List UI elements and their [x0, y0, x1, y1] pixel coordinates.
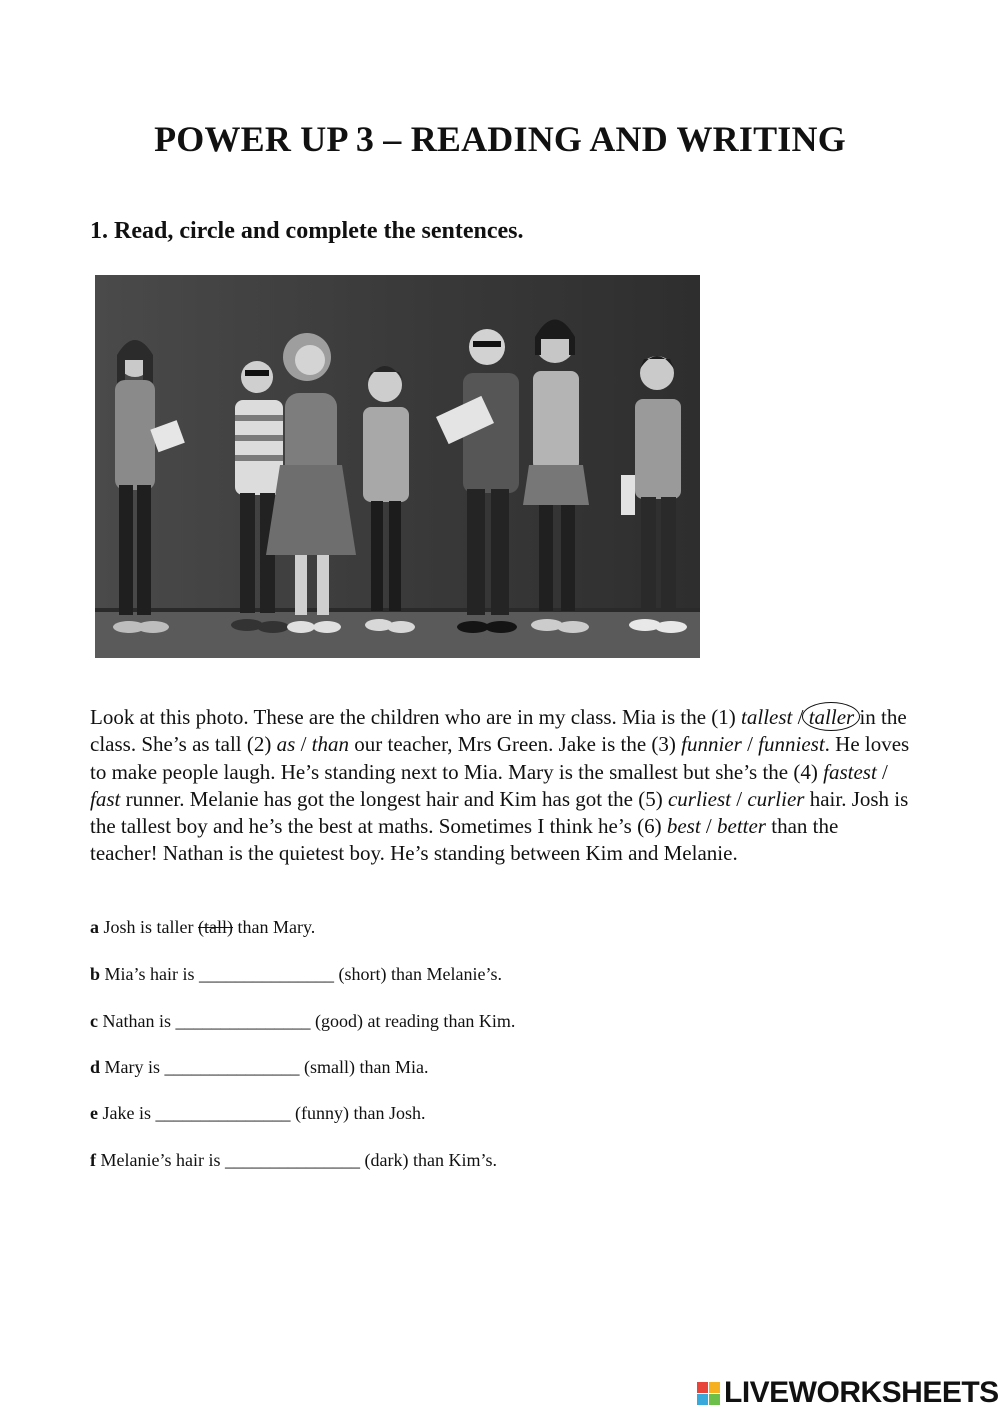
exercise-item-c [90, 1011, 910, 1032]
option-tallest[interactable]: tallest [741, 705, 793, 729]
struck-hint: (tall) [198, 917, 233, 937]
item-letter: c [90, 1011, 98, 1031]
class-photo [95, 275, 700, 658]
option-funniest[interactable]: funniest [758, 732, 825, 757]
item-text: Jake is [98, 1103, 156, 1123]
item-text: (short) than Melanie’s. [334, 964, 502, 984]
liveworksheets-brand[interactable] [697, 1378, 999, 1408]
logo-square [697, 1382, 708, 1393]
logo-square [697, 1394, 708, 1405]
item-letter: b [90, 964, 101, 984]
option-better[interactable]: better [717, 814, 766, 839]
brand-name: LIVEWORKSHEETS [724, 1376, 999, 1409]
class-photo-children-icon [95, 275, 700, 658]
answer-blank[interactable]: _______________ [164, 1057, 300, 1077]
passage-text: runner. Melanie has got the longest hair and Kim has got the (5) [120, 786, 668, 811]
item-text: Mia’s hair is [100, 964, 200, 984]
answer-blank[interactable]: _______________ [224, 1150, 360, 1170]
item-letter: f [90, 1150, 96, 1170]
item-text: (dark) than Kim’s. [359, 1150, 497, 1170]
option-curliest[interactable]: curliest [667, 786, 731, 811]
option-best[interactable]: best [666, 814, 701, 839]
option-separator: / [295, 732, 312, 757]
passage-text: . He loves to make people laugh. He’s standing next to Mia. Mary is the smallest but she’s the (4) [90, 732, 910, 784]
exercise-item-f [90, 1150, 910, 1171]
option-fast[interactable]: fast [90, 786, 121, 811]
option-taller-circled[interactable] [809, 704, 855, 731]
option-taller[interactable]: taller [808, 705, 855, 729]
exercise-item-e [90, 1103, 910, 1124]
item-text: Melanie’s hair is [96, 1150, 225, 1170]
passage-text: than the teacher! Nathan is the quietest boy. He’s standing between Kim and Melanie. [90, 814, 839, 866]
passage-text: in the class. She’s as tall (2) [90, 705, 907, 757]
liveworksheets-logo-icon [697, 1382, 720, 1405]
passage-text: our teacher, Mrs Green. Jake is the (3) [349, 732, 682, 757]
option-than[interactable]: than [311, 732, 350, 757]
option-as[interactable]: as [276, 732, 296, 757]
item-text: Nathan is [98, 1011, 176, 1031]
option-separator: / [700, 814, 717, 839]
logo-square [709, 1382, 720, 1393]
item-text: (funny) than Josh. [290, 1103, 426, 1123]
worksheet-title: POWER UP 3 – READING AND WRITING [154, 119, 846, 159]
option-curlier[interactable]: curlier [747, 786, 805, 811]
option-separator: / [876, 759, 888, 784]
answer-blank[interactable]: _______________ [155, 1103, 291, 1123]
item-text: (good) at reading than Kim. [310, 1011, 516, 1031]
exercise-item-b [90, 964, 910, 985]
item-letter: d [90, 1057, 101, 1077]
answer-blank[interactable]: _______________ [199, 964, 335, 984]
exercise-item-a [90, 917, 910, 938]
option-separator: / [741, 732, 759, 757]
option-funnier[interactable]: funnier [681, 732, 742, 757]
logo-square [709, 1394, 720, 1405]
item-letter: a [90, 917, 99, 937]
item-text: than Mary. [232, 917, 316, 937]
passage-text: Look at this photo. These are the children who are in my class. Mia is the (1) [90, 705, 742, 729]
option-separator: / [792, 705, 809, 729]
item-letter: e [90, 1103, 98, 1123]
item-text: (small) than Mia. [299, 1057, 429, 1077]
option-fastest[interactable]: fastest [823, 759, 877, 784]
answer-blank[interactable]: _______________ [175, 1011, 311, 1031]
exercise-instruction: 1. Read, circle and complete the sentences. [90, 218, 524, 244]
reading-passage [90, 704, 910, 868]
option-separator: / [730, 786, 748, 811]
item-text: Josh is taller [99, 917, 198, 937]
exercise-item-d [90, 1057, 910, 1078]
item-text: Mary is [100, 1057, 165, 1077]
passage-text: hair. Josh is the tallest boy and he’s the best at maths. Sometimes I think he’s (6) [90, 786, 909, 839]
